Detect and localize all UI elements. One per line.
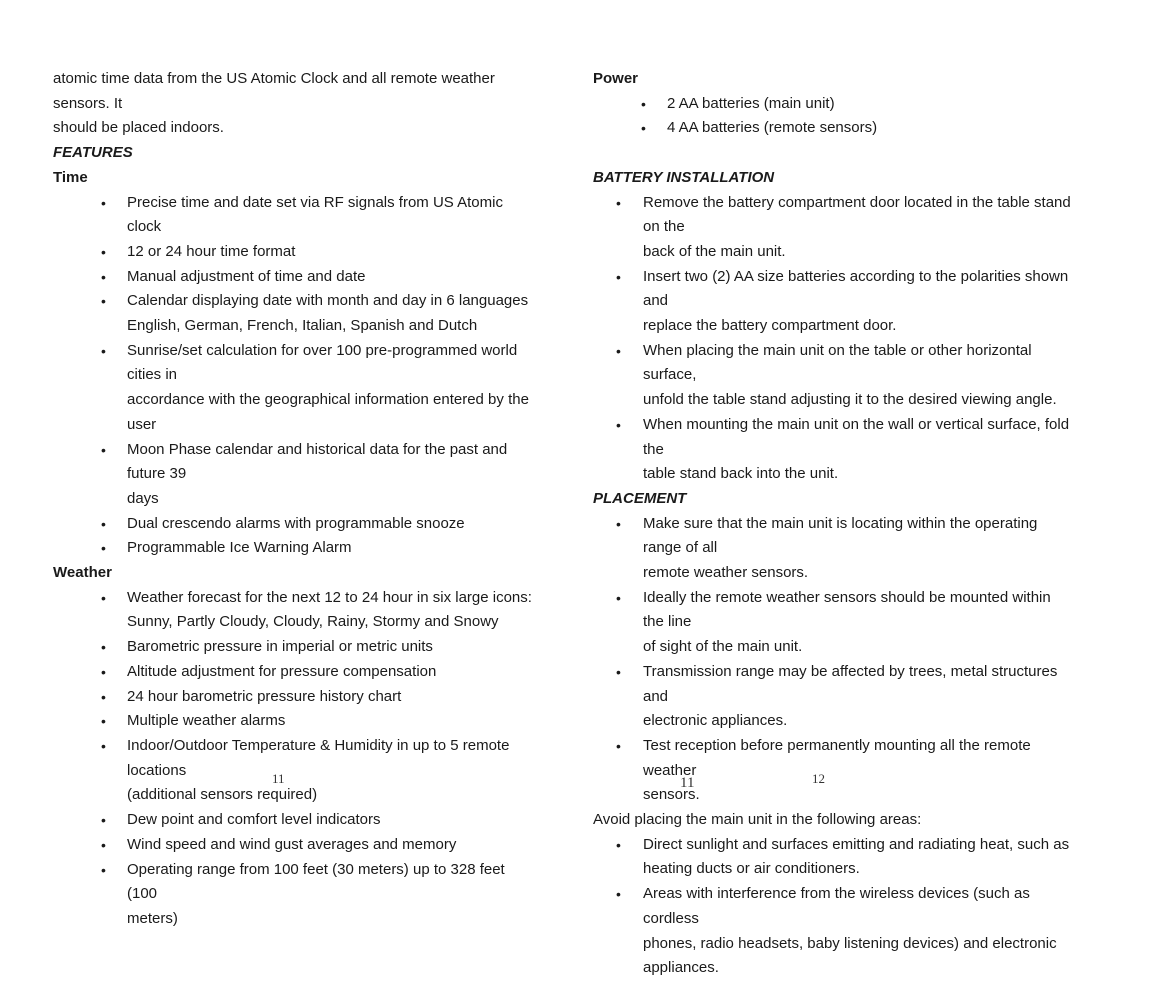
bullet-icon: • [101, 861, 106, 878]
list-item [593, 116, 1073, 141]
list-item-line: Operating range from 100 feet (30 meters) up to 328 feet (100 [127, 860, 505, 903]
list-item-line: Direct sunlight and surfaces emitting and radiating heat, such as [643, 835, 1070, 853]
list-item-line: sensors. [643, 786, 700, 804]
list-item-line: Areas with interference from the wireless devices (such as cordless [643, 885, 1030, 927]
list-item-line: English, German, French, Italian, Spanish and Dutch [127, 317, 478, 335]
list-item-line: Ideally the remote weather sensors should be mounted within the line [643, 588, 1051, 631]
bullet-icon: • [616, 416, 621, 433]
list-item-line: Programmable Ice Warning Alarm [127, 539, 352, 557]
list-item-line: replace the battery compartment door. [643, 317, 897, 335]
list-item [53, 339, 533, 438]
list-item-line: Make sure that the main unit is locating within the operating range of all [643, 514, 1038, 557]
list-item [53, 289, 533, 338]
list-item-line: When placing the main unit on the table or other horizontal surface, [643, 341, 1032, 384]
list-item-line: 24 hour barometric pressure history chart [127, 687, 402, 705]
bullet-icon: • [616, 886, 621, 903]
bullet-icon: • [101, 836, 106, 853]
bullet-icon: • [101, 194, 106, 211]
list-item [593, 413, 1073, 487]
power-heading: Power [593, 70, 639, 87]
list-item-line: Dual crescendo alarms with programmable snooze [127, 514, 465, 532]
list-item [593, 512, 1073, 586]
list-item-line: Calendar displaying date with month and day in 6 languages [127, 292, 529, 310]
placement-heading: PLACEMENT [593, 489, 687, 507]
list-item-line: Multiple weather alarms [127, 712, 286, 730]
list-item-line: Indoor/Outdoor Temperature & Humidity in up to 5 remote locations [127, 736, 510, 779]
list-item-line: 12 or 24 hour time format [127, 242, 296, 260]
avoid-list [593, 833, 1073, 981]
page-number-right: 12 [812, 771, 825, 786]
power-list [593, 92, 1073, 141]
right-column [593, 67, 1073, 981]
list-item-line: remote weather sensors. [643, 564, 809, 582]
list-item [593, 191, 1073, 265]
list-item-line: phones, radio headsets, baby listening devices) and electronic [643, 934, 1057, 952]
list-item-line: appliances. [643, 959, 719, 977]
bullet-icon: • [616, 194, 621, 211]
list-item-line: days [127, 489, 159, 507]
list-item-line: (additional sensors required) [127, 786, 318, 804]
list-item-line: accordance with the geographical information entered by the user [127, 391, 529, 433]
list-item [53, 512, 533, 537]
bullet-icon: • [101, 515, 106, 532]
list-item [53, 833, 533, 858]
list-item-line: 4 AA batteries (remote sensors) [667, 119, 878, 137]
list-item [593, 92, 1073, 117]
list-item-line: of sight of the main unit. [643, 638, 803, 656]
list-item [593, 882, 1073, 981]
bullet-icon: • [101, 663, 106, 680]
battery-list [593, 191, 1073, 487]
intro-line-2: should be placed indoors. [53, 119, 224, 137]
list-item-line: Barometric pressure in imperial or metric units [127, 638, 433, 656]
list-item [53, 536, 533, 561]
bullet-icon: • [101, 688, 106, 705]
bullet-icon: • [616, 589, 621, 606]
bullet-icon: • [101, 713, 106, 730]
section-spacer [593, 141, 1073, 166]
list-item-line: table stand back into the unit. [643, 465, 839, 483]
intro-line-1: atomic time data from the US Atomic Clock and all remote weather sensors. It [53, 70, 495, 112]
features-heading: FEATURES [53, 144, 133, 162]
list-item-line: Weather forecast for the next 12 to 24 hour in six large icons: [127, 588, 532, 606]
left-column [53, 67, 533, 932]
list-item [593, 339, 1073, 413]
list-item [593, 734, 1073, 808]
bullet-icon: • [641, 120, 646, 137]
placement-list [593, 512, 1073, 808]
list-item-line: Test reception before permanently mounting all the remote weather [643, 736, 1031, 779]
list-item [53, 586, 533, 635]
list-item-line: meters) [127, 909, 178, 927]
bullet-icon: • [101, 540, 106, 557]
time-heading: Time [53, 168, 88, 186]
bullet-icon: • [616, 342, 621, 359]
list-item [53, 635, 533, 660]
list-item-line: Transmission range may be affected by trees, metal structures and [643, 662, 1058, 705]
bullet-icon: • [101, 441, 106, 458]
list-item-line: Moon Phase calendar and historical data for the past and future 39 [127, 440, 508, 483]
list-item-line: Sunrise/set calculation for over 100 pre-programmed world cities in [127, 341, 518, 384]
list-item-line: Insert two (2) AA size batteries according to the polarities shown and [643, 267, 1069, 310]
list-item-line: Manual adjustment of time and date [127, 267, 366, 285]
list-item [53, 685, 533, 710]
bullet-icon: • [101, 293, 106, 310]
weather-heading: Weather [53, 564, 112, 582]
list-item [593, 586, 1073, 660]
bullet-icon: • [101, 639, 106, 656]
bullet-icon: • [616, 663, 621, 680]
list-item-line: Sunny, Partly Cloudy, Cloudy, Rainy, Stormy and Snowy [127, 613, 499, 631]
list-item-line: Precise time and date set via RF signals from US Atomic clock [127, 193, 503, 236]
avoid-intro: Avoid placing the main unit in the following areas: [593, 811, 922, 829]
list-item-line: heating ducts or air conditioners. [643, 860, 860, 878]
bullet-icon: • [101, 589, 106, 606]
bullet-icon: • [616, 737, 621, 754]
list-item [53, 808, 533, 833]
list-item-line: Altitude adjustment for pressure compensation [127, 662, 437, 680]
weather-list [53, 586, 533, 932]
page-number-left: 11 [272, 771, 285, 786]
bullet-icon: • [616, 836, 621, 853]
list-item [53, 438, 533, 512]
bullet-icon: • [101, 243, 106, 260]
bullet-icon: • [616, 515, 621, 532]
list-item-line: When mounting the main unit on the wall or vertical surface, fold the [643, 415, 1070, 458]
list-item [53, 660, 533, 685]
list-item [593, 265, 1073, 339]
list-item [53, 191, 533, 240]
bullet-icon: • [101, 342, 106, 359]
bullet-icon: • [101, 812, 106, 829]
bullet-icon: • [616, 268, 621, 285]
list-item [593, 660, 1073, 734]
list-item-line: 2 AA batteries (main unit) [667, 94, 835, 112]
list-item-line: Wind speed and wind gust averages and memory [127, 835, 457, 853]
list-item-line: electronic appliances. [643, 712, 788, 730]
list-item [53, 265, 533, 290]
list-item-line: unfold the table stand adjusting it to the desired viewing angle. [643, 391, 1057, 409]
list-item [53, 240, 533, 265]
list-item [593, 833, 1073, 882]
time-list [53, 191, 533, 562]
page-number-center: 11 [680, 775, 695, 791]
bullet-icon: • [641, 95, 646, 112]
list-item-line: Dew point and comfort level indicators [127, 811, 381, 829]
list-item [53, 734, 533, 808]
bullet-icon: • [101, 737, 106, 754]
battery-installation-heading: BATTERY INSTALLATION [593, 168, 775, 186]
list-item [53, 858, 533, 932]
list-item [53, 709, 533, 734]
list-item-line: back of the main unit. [643, 242, 786, 260]
list-item-line: Remove the battery compartment door located in the table stand on the [643, 193, 1071, 236]
bullet-icon: • [101, 268, 106, 285]
